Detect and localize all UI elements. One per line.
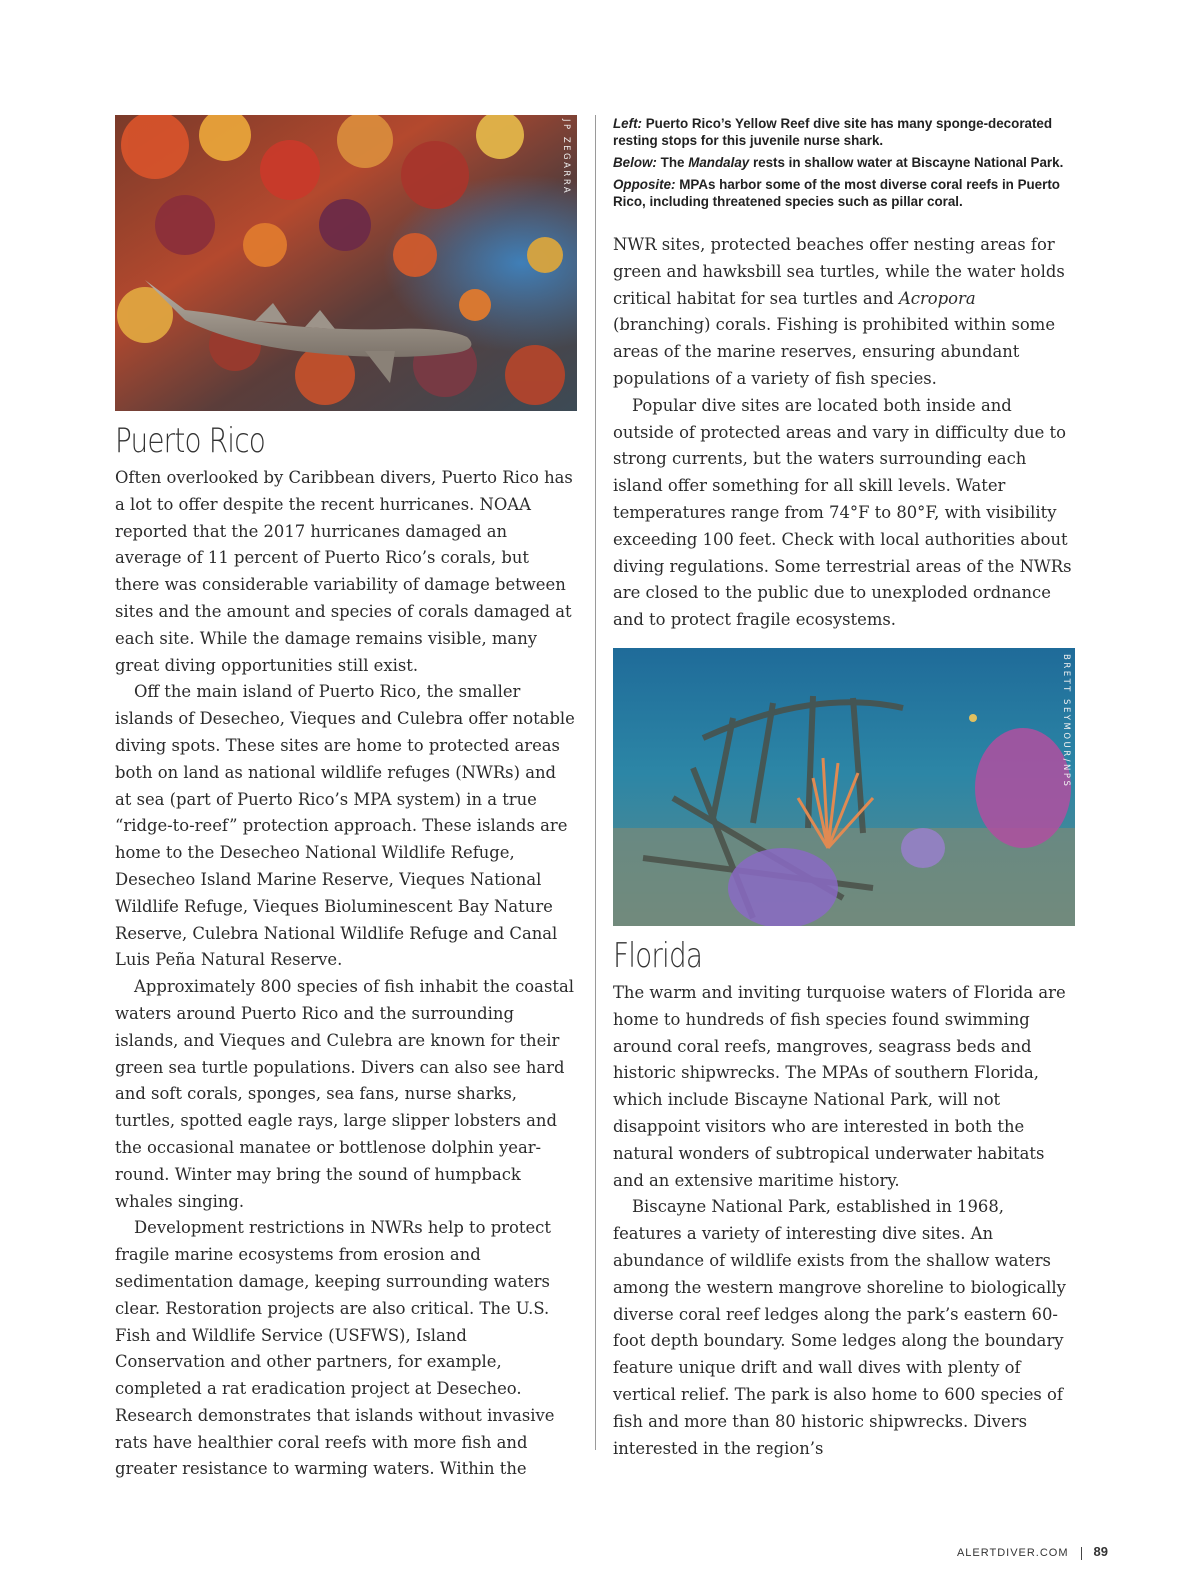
left-column [115, 115, 577, 1483]
paragraph: The warm and inviting turquoise waters of Florida are home to hundreds of fish species found swimming around coral reefs, mangroves, seagrass beds and historic shipwrecks. The MPAs of southern Florida, which include Biscayne National Park, will not disappoint visitors who are interested in both the natural wonders of subtropical underwater habitats and an extensive maritime history. [613, 982, 1066, 1190]
paragraph: Often overlooked by Caribbean divers, Puerto Rico has a lot to offer despite the recent hurricanes. NOAA reported that the 2017 hurricanes damaged an average of 11 percent of Puerto Rico’s corals, but there was considerable variability of damage between sites and the amount and species of corals damaged at each site. While the damage remains visible, many great diving opportunities still exist. [115, 468, 573, 675]
caption-opposite: Opposite: MPAs harbor some of the most diverse coral reefs in Puerto Rico, including threatened species such as pillar coral. [613, 177, 1060, 209]
photo-captions [613, 115, 1075, 210]
paragraph: Development restrictions in NWRs help to protect fragile marine ecosystems from erosion and sedimentation damage, keeping surrounding waters clear. Restoration projects are also critical. The U.S. Fish and Wildlife Service (USFWS), Island Conservation and other partners, for example, completed a rat eradication project at Desecheo. Research demonstrates that islands without invasive rats have healthier coral reefs with more fish and greater resistance to warming waters. Within the [115, 1218, 555, 1479]
shipwreck-photo [613, 648, 1075, 926]
section-heading-puerto-rico: Puerto Rico [115, 421, 265, 461]
caption-below: Below: The Mandalay rests in shallow water at Biscayne National Park. [613, 155, 1064, 170]
photo-credit: JP ZEGARRA [561, 119, 571, 196]
nurse-shark-illustration [115, 115, 577, 411]
caption-left: Left: Puerto Rico’s Yellow Reef dive site has many sponge-decorated resting stops for this juvenile nurse shark. [613, 116, 1053, 148]
paragraph: NWR sites, protected beaches offer nesting areas for green and hawksbill sea turtles, while the water holds critical habitat for sea turtles and Acropora (branching) corals. Fishing is prohibited within some areas of the marine reserves, ensuring abundant populations of a variety of fish species. [613, 235, 1065, 388]
column-divider [595, 115, 596, 1450]
paragraph: Popular dive sites are located both inside and outside of protected areas and vary in difficulty due to strong currents, but the waters surrounding each island offer something for all skill levels. Water temperatures range from 74°F to 80°F, with visibility exceeding 100 feet. Check with local authorities about diving regulations. Some terrestrial areas of the NWRs are closed to the public due to unexploded ordnance and to protect fragile ecosystems. [613, 395, 1072, 630]
footer-separator [1081, 1547, 1082, 1560]
section-heading-florida: Florida [613, 935, 703, 976]
photo-credit: BRETT SEYMOUR/NPS [1061, 653, 1071, 789]
nurse-shark-photo [115, 115, 577, 411]
paragraph: Biscayne National Park, established in 1968, features a variety of interesting dive sites. An abundance of wildlife exists from the shallow waters among the western mangrove shoreline to biologically diverse coral reef ledges along the park’s eastern 60-foot depth boundary. Some ledges along the boundary feature unique drift and wall dives with plenty of vertical relief. The park is also home to 600 species of fish and more than 80 historic shipwrecks. Divers interested in the region’s [613, 1197, 1066, 1458]
paragraph: Off the main island of Puerto Rico, the smaller islands of Desecheo, Vieques and Culebra offer notable diving spots. These sites are home to protected areas both on land as national wildlife refuges (NWRs) and at sea (part of Puerto Rico’s MPA system) in a true “ridge-to-reef” protection approach. These islands are home to the Desecheo National Wildlife Refuge, Desecheo Island Marine Reserve, Vieques National Wildlife Refuge, Vieques Bioluminescent Bay Nature Reserve, Culebra National Wildlife Refuge and Canal Luis Peña Natural Reserve. [115, 682, 575, 970]
paragraph: Approximately 800 species of fish inhabit the coastal waters around Puerto Rico and the surrounding islands, and Vieques and Culebra are known for their green sea turtle populations. Divers can also see hard and soft corals, sponges, sea fans, nurse sharks, turtles, spotted eagle rays, large slipper lobsters and the occasional manatee or bottlenose dolphin year-round. Winter may bring the sound of humpback whales singing. [115, 977, 574, 1211]
footer-site: ALERTDIVER.COM [956, 1547, 1069, 1559]
page-number: 89 [1093, 1544, 1108, 1559]
right-column [613, 115, 1075, 1462]
shipwreck-illustration [613, 648, 1075, 926]
page-footer [957, 1544, 1108, 1560]
